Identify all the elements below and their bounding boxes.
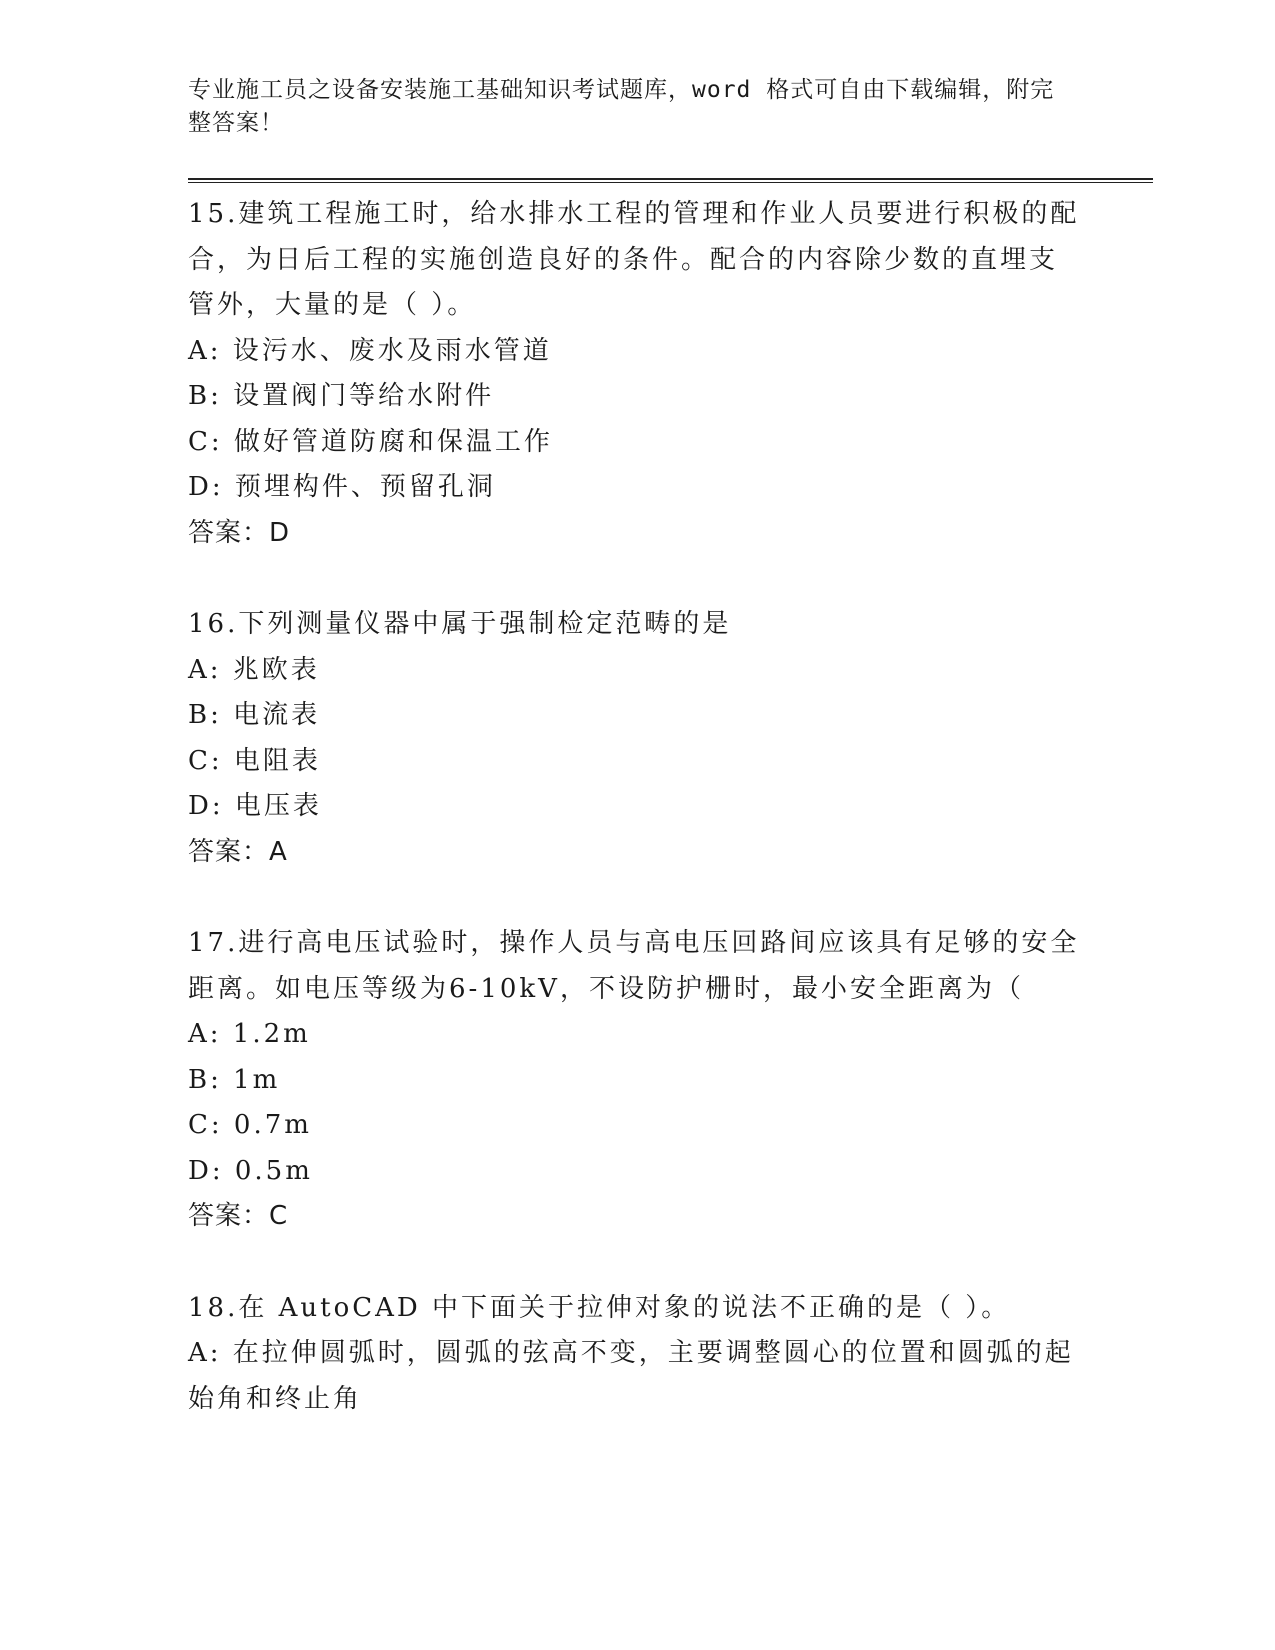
answer-line: 答案：D [188,517,291,548]
option-b: B: 设置阀门等给水附件 [188,381,495,411]
option-b: B: 1m [188,1064,281,1095]
option-a: A: 在拉伸圆弧时，圆弧的弦高不变，主要调整圆心的位置和圆弧的起 [188,1338,1074,1368]
document-header [188,74,1068,140]
question-stem [188,192,1088,329]
question-stem [188,1286,1088,1332]
option-a-continued: 始角和终止角 [188,1383,363,1414]
option-d: D: 0.5m [188,1155,313,1186]
question-stem-line: 17.进行高电压试验时，操作人员与高电压回路间应该具有足够的安全 [188,928,1080,958]
option-d: D: 预埋构件、预留孔洞 [188,472,496,502]
header-divider-thick [188,178,1153,180]
question-16 [188,602,1088,875]
header-line-2: 整答案！ [188,110,284,136]
option-c: C: 做好管道防腐和保温工作 [188,426,553,457]
option-c: C: 0.7m [188,1110,312,1140]
question-stem-line: 16.下列测量仪器中属于强制检定范畴的是 [188,609,732,639]
option-a: A: 设污水、废水及雨水管道 [188,335,552,366]
option-a: A: 1.2m [188,1019,311,1049]
option-c: C: 电阻表 [188,745,321,776]
question-stem-line: 合，为日后工程的实施创造良好的条件。配合的内容除少数的直埋支 [188,244,1059,275]
question-18 [188,1286,1088,1423]
header-divider-thin [188,182,1153,183]
question-stem-line: 管外，大量的是（ ）。 [188,290,477,320]
answer-line: 答案：A [188,836,288,867]
question-stem-line: 距离。如电压等级为6-10kV，不设防护栅时，最小安全距离为（ [188,973,1024,1004]
question-stem-line: 18.在 AutoCAD 中下面关于拉伸对象的说法不正确的是（ ）。 [188,1292,1011,1323]
question-15 [188,192,1088,556]
answer-line: 答案：C [188,1201,289,1231]
option-a: A: 兆欧表 [188,654,320,685]
option-b: B: 电流表 [188,700,321,730]
question-list [188,192,1088,1468]
option-d: D: 电压表 [188,791,322,821]
question-stem-line: 15.建筑工程施工时，给水排水工程的管理和作业人员要进行积极的配 [188,199,1080,229]
header-line-1: 专业施工员之设备安装施工基础知识考试题库，word 格式可自由下载编辑，附完 [188,77,1055,103]
question-stem [188,602,1088,648]
question-17 [188,921,1088,1240]
question-stem [188,921,1088,1012]
